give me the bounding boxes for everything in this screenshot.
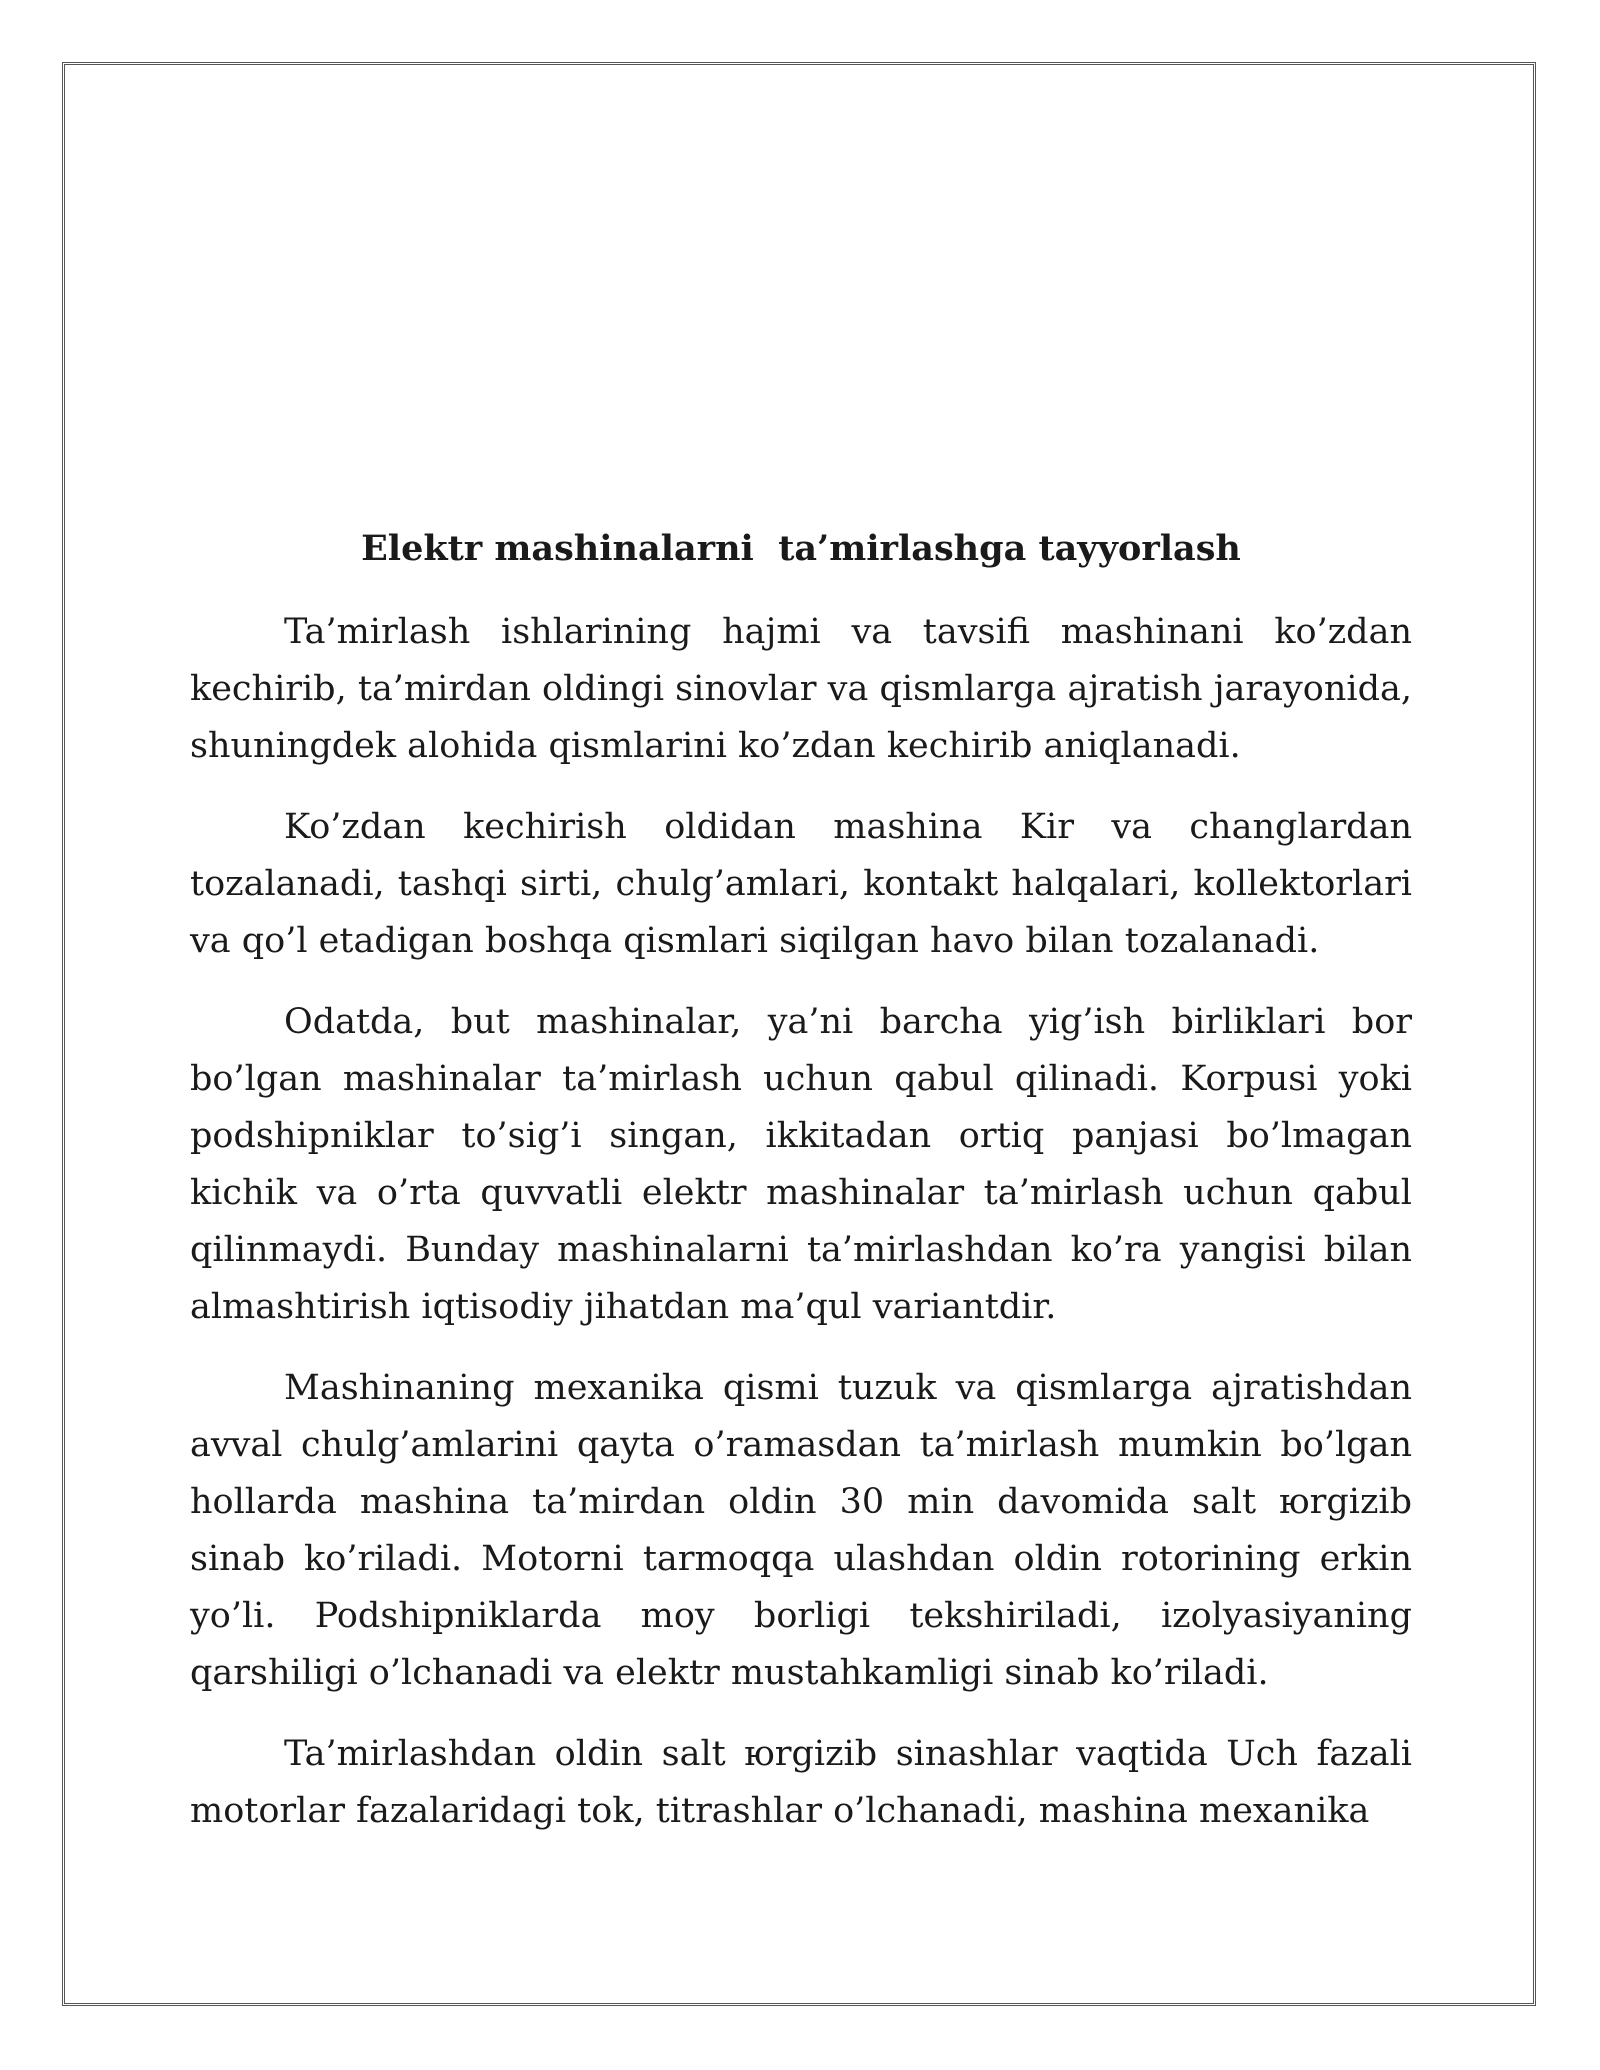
paragraph: Ko’zdan kechirish oldidan mashina Kir va changlardan tozalanadi, tashqi sirti, chulg’amlari, kontakt halqalari, kollektorlari va qo’l etadigan boshqa qismlari siqilgan havo bilan tozalanadi.	[190, 807, 1412, 961]
document-body	[190, 520, 1412, 1864]
paragraph: Ta’mirlashdan oldin salt юrgizib sinashlar vaqtida Uch fazali motorlar fazalaridagi tok, titrashlar o’lchanadi, mashina mexanika	[190, 1734, 1412, 1831]
paragraph: Mashinaning mexanika qismi tuzuk va qismlarga ajratishdan avval chulg’amlarini qayta o’ramasdan ta’mirlash mumkin bo’lgan hollarda mashina ta’mirdan oldin 30 min davomida salt юrgizib sinab ko’riladi. Motorni tarmoqqa ulashdan oldin rotorining erkin yo’li. Podshipniklarda moy borligi tekshiriladi, izolyasiyaning qarshiligi o’lchanadi va elektr mustahkamligi sinab ko’riladi.	[190, 1368, 1412, 1693]
paragraph: Ta’mirlash ishlarining hajmi va tavsifi mashinani ko’zdan kechirib, ta’mirdan oldingi sinovlar va qismlarga ajratish jarayonida, shuningdek alohida qismlarini ko’zdan kechirib aniqlanadi.	[190, 612, 1412, 766]
paragraph: Odatda, but mashinalar, ya’ni barcha yig’ish birliklari bor bo’lgan mashinalar ta’mirlash uchun qabul qilinadi. Korpusi yoki podshipniklar to’sig’i singan, ikkitadan ortiq panjasi bo’lmagan kichik va o’rta quvvatli elektr mashinalar ta’mirlash uchun qabul qilinmaydi. Bunday mashinalarni ta’mirlashdan ko’ra yangisi bilan almashtirish iqtisodiy jihatdan ma’qul variantdir.	[190, 1002, 1412, 1327]
document-title: Elektr mashinalarni ta’mirlashga tayyorlash	[361, 528, 1241, 569]
